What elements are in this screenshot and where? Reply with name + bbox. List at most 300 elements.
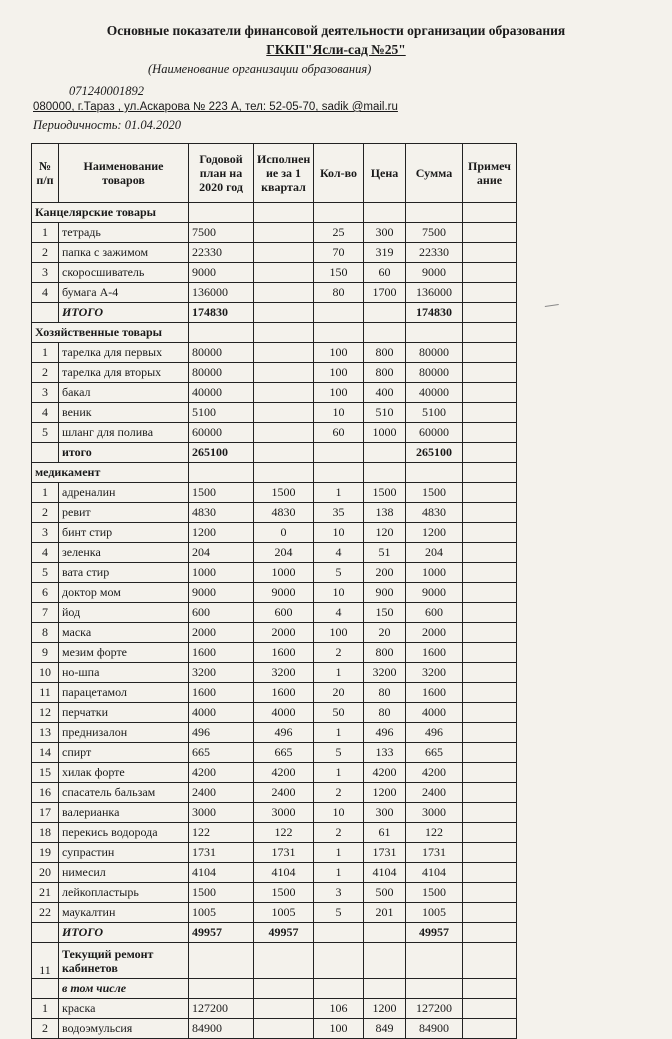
cell-note: [463, 763, 517, 783]
cell-price: 138: [364, 503, 406, 523]
cell-note: [463, 883, 517, 903]
empty-cell: [189, 323, 254, 343]
cell-sum: 22330: [406, 243, 463, 263]
cell-sum: 9000: [406, 583, 463, 603]
empty-cell: [254, 463, 314, 483]
report-period: Периодичность: 01.04.2020: [33, 118, 181, 132]
cell-number: 16: [32, 783, 59, 803]
table-row: [32, 683, 517, 703]
cell-quantity: 1: [314, 723, 364, 743]
cell-number: 2: [32, 503, 59, 523]
cell-quantity: 1: [314, 663, 364, 683]
empty-cell: [364, 323, 406, 343]
cell-plan: 1600: [189, 643, 254, 663]
cell-name: тетрадь: [59, 223, 189, 243]
cell-plan: 122: [189, 823, 254, 843]
cell-name: преднизалон: [59, 723, 189, 743]
cell-note: [463, 743, 517, 763]
cell-number: 1: [32, 343, 59, 363]
cell-plan: 40000: [189, 383, 254, 403]
cell-price: 1200: [364, 999, 406, 1019]
cell-execution: 1500: [254, 483, 314, 503]
cell-execution: 0: [254, 523, 314, 543]
cell-note: [463, 263, 517, 283]
organization-caption: (Наименование организации образования): [148, 62, 372, 76]
table-row: [32, 643, 517, 663]
cell-price: [364, 303, 406, 323]
table-row: [32, 343, 517, 363]
total-row: [32, 923, 517, 943]
cell-sum: 136000: [406, 283, 463, 303]
cell-quantity: 100: [314, 343, 364, 363]
cell-execution: 1600: [254, 683, 314, 703]
col-number: № п/п: [32, 144, 59, 203]
cell-sum: 3200: [406, 663, 463, 683]
table-row: [32, 243, 517, 263]
table-row: [32, 523, 517, 543]
cell-quantity: 3: [314, 883, 364, 903]
empty-cell: [189, 463, 254, 483]
section-title: Канцелярские товары: [32, 203, 189, 223]
cell-name: маукалтин: [59, 903, 189, 923]
table-row: [32, 283, 517, 303]
cell-price: 500: [364, 883, 406, 903]
cell-plan: 496: [189, 723, 254, 743]
cell-quantity: 2: [314, 783, 364, 803]
total-row: [32, 303, 517, 323]
cell-name: ИТОГО: [59, 923, 189, 943]
cell-plan: 1600: [189, 683, 254, 703]
cell-execution: 4000: [254, 703, 314, 723]
cell-number: 13: [32, 723, 59, 743]
cell-number: 12: [32, 703, 59, 723]
cell-name: вата стир: [59, 563, 189, 583]
cell-name: папка с зажимом: [59, 243, 189, 263]
cell-number: 2: [32, 363, 59, 383]
cell-quantity: 10: [314, 523, 364, 543]
table-row: [32, 823, 517, 843]
cell-price: 61: [364, 823, 406, 843]
cell-quantity: 2: [314, 643, 364, 663]
cell-sum: 1500: [406, 483, 463, 503]
cell-execution: [254, 263, 314, 283]
cell-plan: 204: [189, 543, 254, 563]
cell-sum: 1200: [406, 523, 463, 543]
cell-number: 14: [32, 743, 59, 763]
organization-address: 080000, г.Тараз , ул.Аскарова № 223 А, тел: 52-05-70, sadik @mail.ru: [33, 101, 398, 113]
cell-number: 1: [32, 999, 59, 1019]
cell-name: зеленка: [59, 543, 189, 563]
cell-execution: [254, 223, 314, 243]
empty-cell: [406, 463, 463, 483]
table-row: [32, 403, 517, 423]
table-row: [32, 843, 517, 863]
cell-price: 120: [364, 523, 406, 543]
cell-price: 800: [364, 643, 406, 663]
table-row: [32, 383, 517, 403]
cell-name: водоэмульсия: [59, 1019, 189, 1039]
empty-cell: [364, 463, 406, 483]
section-title: Хозяйственные товары: [32, 323, 189, 343]
cell-number: 20: [32, 863, 59, 883]
cell-name: бумага А-4: [59, 283, 189, 303]
cell-execution: 2400: [254, 783, 314, 803]
cell-name: но-шпа: [59, 663, 189, 683]
cell-number: 3: [32, 263, 59, 283]
table-row: [32, 543, 517, 563]
cell-sum: 3000: [406, 803, 463, 823]
cell-number: 19: [32, 843, 59, 863]
cell-sum: 80000: [406, 343, 463, 363]
cell-note: [463, 563, 517, 583]
cell-sum: 4104: [406, 863, 463, 883]
cell-sum: 174830: [406, 303, 463, 323]
cell-price: 20: [364, 623, 406, 643]
cell-number: 15: [32, 763, 59, 783]
cell-note: [463, 823, 517, 843]
cell-quantity: 4: [314, 603, 364, 623]
cell-name: супрастин: [59, 843, 189, 863]
table-row: [32, 663, 517, 683]
empty-cell: [406, 979, 463, 999]
cell-quantity: 150: [314, 263, 364, 283]
table-row: [32, 803, 517, 823]
cell-name: веник: [59, 403, 189, 423]
empty-cell: [463, 943, 517, 979]
cell-name: адреналин: [59, 483, 189, 503]
cell-number: 17: [32, 803, 59, 823]
cell-sum: 1600: [406, 643, 463, 663]
cell-plan: 3000: [189, 803, 254, 823]
cell-execution: [254, 403, 314, 423]
empty-cell: [314, 943, 364, 979]
cell-number: 2: [32, 243, 59, 263]
cell-sum: 600: [406, 603, 463, 623]
cell-name: тарелка для первых: [59, 343, 189, 363]
cell-quantity: 35: [314, 503, 364, 523]
table-row: [32, 483, 517, 503]
cell-plan: 80000: [189, 343, 254, 363]
cell-number: 5: [32, 423, 59, 443]
empty-cell: [314, 979, 364, 999]
cell-quantity: 100: [314, 383, 364, 403]
section-row: [32, 323, 517, 343]
cell-note: [463, 923, 517, 943]
cell-sum: 4200: [406, 763, 463, 783]
cell-execution: 3000: [254, 803, 314, 823]
table-row: [32, 223, 517, 243]
cell-plan: 84900: [189, 1019, 254, 1039]
empty-cell: [254, 943, 314, 979]
cell-sum: 80000: [406, 363, 463, 383]
cell-note: [463, 483, 517, 503]
cell-name: перекись водорода: [59, 823, 189, 843]
cell-note: [463, 723, 517, 743]
cell-plan: 4000: [189, 703, 254, 723]
cell-name: ИТОГО: [59, 303, 189, 323]
cell-sum: 84900: [406, 1019, 463, 1039]
table-row: [32, 763, 517, 783]
cell-plan: 1500: [189, 483, 254, 503]
cell-price: 510: [364, 403, 406, 423]
table-row: [32, 783, 517, 803]
cell-name: маска: [59, 623, 189, 643]
section-row: [32, 943, 517, 979]
cell-quantity: 100: [314, 623, 364, 643]
cell-quantity: 4: [314, 543, 364, 563]
cell-plan: 1731: [189, 843, 254, 863]
cell-quantity: [314, 443, 364, 463]
cell-number: [32, 923, 59, 943]
cell-note: [463, 703, 517, 723]
cell-execution: [254, 283, 314, 303]
cell-price: 60: [364, 263, 406, 283]
cell-price: 1500: [364, 483, 406, 503]
cell-execution: [254, 999, 314, 1019]
cell-sum: 122: [406, 823, 463, 843]
cell-price: 800: [364, 363, 406, 383]
cell-sum: 9000: [406, 263, 463, 283]
cell-price: 496: [364, 723, 406, 743]
cell-sum: 4830: [406, 503, 463, 523]
cell-quantity: 10: [314, 583, 364, 603]
cell-number: [32, 303, 59, 323]
cell-note: [463, 363, 517, 383]
cell-note: [463, 283, 517, 303]
cell-execution: 496: [254, 723, 314, 743]
cell-note: [463, 803, 517, 823]
cell-name: шланг для полива: [59, 423, 189, 443]
table-row: [32, 623, 517, 643]
cell-plan: 2400: [189, 783, 254, 803]
cell-execution: [254, 423, 314, 443]
empty-cell: [314, 463, 364, 483]
col-price: Цена: [364, 144, 406, 203]
cell-sum: 60000: [406, 423, 463, 443]
table-row: [32, 563, 517, 583]
cell-quantity: 25: [314, 223, 364, 243]
table-row: [32, 423, 517, 443]
total-row: [32, 443, 517, 463]
cell-sum: 204: [406, 543, 463, 563]
cell-name: доктор мом: [59, 583, 189, 603]
cell-number: 1: [32, 483, 59, 503]
cell-plan: 22330: [189, 243, 254, 263]
cell-quantity: 100: [314, 363, 364, 383]
cell-price: [364, 443, 406, 463]
cell-note: [463, 843, 517, 863]
organization-code: 071240001892: [69, 84, 144, 98]
table-row: [32, 703, 517, 723]
cell-sum: 2400: [406, 783, 463, 803]
cell-quantity: 10: [314, 803, 364, 823]
cell-quantity: 1: [314, 843, 364, 863]
cell-name: лейкопластырь: [59, 883, 189, 903]
cell-note: [463, 503, 517, 523]
cell-quantity: 60: [314, 423, 364, 443]
cell-plan: 265100: [189, 443, 254, 463]
cell-execution: 204: [254, 543, 314, 563]
table-row: [32, 863, 517, 883]
cell-sum: 5100: [406, 403, 463, 423]
cell-price: 1731: [364, 843, 406, 863]
table-row: [32, 503, 517, 523]
empty-cell: [254, 203, 314, 223]
cell-number: 1: [32, 223, 59, 243]
cell-execution: 600: [254, 603, 314, 623]
cell-price: 1200: [364, 783, 406, 803]
cell-plan: 4104: [189, 863, 254, 883]
section-row: [32, 463, 517, 483]
cell-execution: [254, 363, 314, 383]
cell-quantity: 5: [314, 563, 364, 583]
cell-plan: 1500: [189, 883, 254, 903]
empty-cell: [463, 203, 517, 223]
cell-note: [463, 663, 517, 683]
cell-price: 1000: [364, 423, 406, 443]
cell-execution: [254, 443, 314, 463]
cell-number: 11: [32, 683, 59, 703]
cell-note: [463, 999, 517, 1019]
empty-cell: [406, 203, 463, 223]
cell-sum: 1000: [406, 563, 463, 583]
empty-cell: [32, 979, 59, 999]
cell-number: 4: [32, 283, 59, 303]
cell-sum: 4000: [406, 703, 463, 723]
cell-plan: 3200: [189, 663, 254, 683]
empty-cell: [463, 323, 517, 343]
table-row: [32, 883, 517, 903]
cell-number: 22: [32, 903, 59, 923]
empty-cell: [364, 203, 406, 223]
cell-plan: 9000: [189, 583, 254, 603]
cell-plan: 600: [189, 603, 254, 623]
cell-plan: 2000: [189, 623, 254, 643]
cell-plan: 9000: [189, 263, 254, 283]
section-title: Текущий ремонт кабинетов: [59, 943, 189, 979]
cell-quantity: 2: [314, 823, 364, 843]
section-title: медикамент: [32, 463, 189, 483]
empty-cell: [406, 323, 463, 343]
cell-execution: 49957: [254, 923, 314, 943]
cell-note: [463, 783, 517, 803]
cell-price: 51: [364, 543, 406, 563]
cell-number: 8: [32, 623, 59, 643]
table-row: [32, 363, 517, 383]
table-row: [32, 1019, 517, 1039]
cell-name: парацетамол: [59, 683, 189, 703]
cell-execution: [254, 383, 314, 403]
cell-name: йод: [59, 603, 189, 623]
table-row: [32, 903, 517, 923]
cell-quantity: 100: [314, 1019, 364, 1039]
cell-note: [463, 903, 517, 923]
cell-price: 4200: [364, 763, 406, 783]
stray-mark: [545, 304, 559, 310]
cell-name: краска: [59, 999, 189, 1019]
cell-note: [463, 303, 517, 323]
cell-sum: 7500: [406, 223, 463, 243]
cell-quantity: 5: [314, 743, 364, 763]
cell-plan: 60000: [189, 423, 254, 443]
table-row: [32, 999, 517, 1019]
cell-number: 4: [32, 403, 59, 423]
cell-note: [463, 623, 517, 643]
cell-execution: 1000: [254, 563, 314, 583]
cell-note: [463, 383, 517, 403]
subsection-title: в том числе: [59, 979, 189, 999]
col-sum: Сумма: [406, 144, 463, 203]
cell-sum: 40000: [406, 383, 463, 403]
cell-note: [463, 583, 517, 603]
table-row: [32, 263, 517, 283]
cell-quantity: 5: [314, 903, 364, 923]
cell-quantity: 10: [314, 403, 364, 423]
table-header-row: [32, 144, 517, 203]
empty-cell: [189, 943, 254, 979]
cell-plan: 665: [189, 743, 254, 763]
cell-note: [463, 523, 517, 543]
cell-quantity: 1: [314, 863, 364, 883]
cell-quantity: [314, 923, 364, 943]
cell-name: скоросшиватель: [59, 263, 189, 283]
cell-sum: 265100: [406, 443, 463, 463]
cell-price: 800: [364, 343, 406, 363]
cell-number: 7: [32, 603, 59, 623]
cell-note: [463, 863, 517, 883]
cell-sum: 2000: [406, 623, 463, 643]
cell-number: 4: [32, 543, 59, 563]
cell-price: 80: [364, 703, 406, 723]
cell-sum: 127200: [406, 999, 463, 1019]
cell-note: [463, 243, 517, 263]
cell-note: [463, 343, 517, 363]
cell-price: 4104: [364, 863, 406, 883]
cell-execution: [254, 303, 314, 323]
cell-number: [32, 443, 59, 463]
cell-number: 3: [32, 383, 59, 403]
cell-price: 300: [364, 803, 406, 823]
cell-note: [463, 443, 517, 463]
cell-plan: 49957: [189, 923, 254, 943]
cell-name: валерианка: [59, 803, 189, 823]
cell-price: 900: [364, 583, 406, 603]
cell-plan: 4200: [189, 763, 254, 783]
cell-price: 133: [364, 743, 406, 763]
cell-execution: 4200: [254, 763, 314, 783]
table-row: [32, 583, 517, 603]
empty-cell: [406, 943, 463, 979]
cell-name: перчатки: [59, 703, 189, 723]
cell-note: [463, 643, 517, 663]
cell-sum: 665: [406, 743, 463, 763]
cell-note: [463, 603, 517, 623]
cell-price: 849: [364, 1019, 406, 1039]
cell-plan: 80000: [189, 363, 254, 383]
empty-cell: [364, 979, 406, 999]
cell-execution: 4104: [254, 863, 314, 883]
cell-number: 18: [32, 823, 59, 843]
cell-price: [364, 923, 406, 943]
cell-name: спасатель бальзам: [59, 783, 189, 803]
cell-name: ревит: [59, 503, 189, 523]
cell-price: 201: [364, 903, 406, 923]
col-execution: Исполнен ие за 1 квартал: [254, 144, 314, 203]
cell-number: 3: [32, 523, 59, 543]
cell-price: 300: [364, 223, 406, 243]
cell-sum: 1005: [406, 903, 463, 923]
cell-execution: 1500: [254, 883, 314, 903]
